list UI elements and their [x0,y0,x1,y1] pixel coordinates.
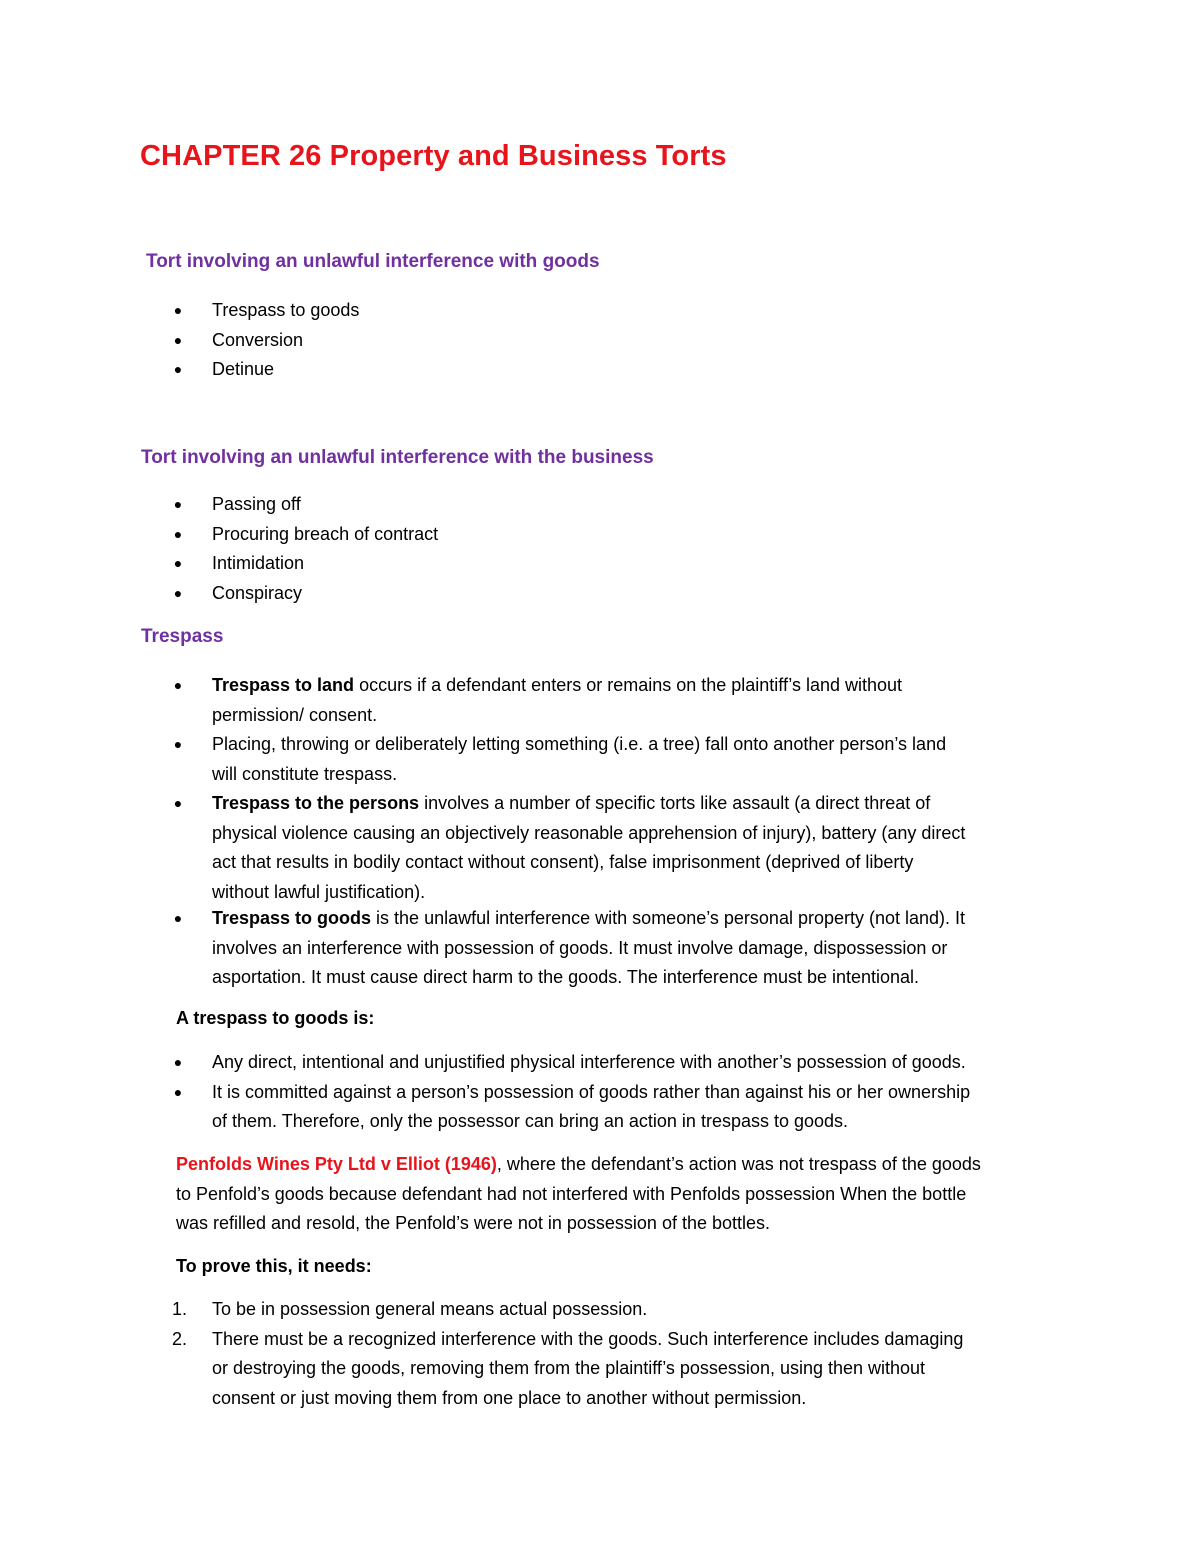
bullet-icon: ● [173,584,183,601]
list-item: ● Detinue [0,355,1200,385]
bullet-icon: ● [173,361,183,377]
list-item: ● Intimidation [0,549,1200,579]
list-item: ● Conspiracy [0,579,1200,609]
list-item: ● Trespass to the persons involves a number of specific torts like assault (a direct threat of physical violence causing an objectively reasonable apprehension of injury), battery (any direct act that results in bodily contact without consent), false imprisonment (deprived of liberty without lawful justification). [0,789,1200,904]
list-number: 1. [172,1299,188,1319]
list-item: ● Placing, throwing or deliberately letting something (i.e. a tree) fall onto another person’s land will constitute trespass. [0,730,1200,789]
bullet-icon: ● [173,677,183,693]
list-trespass-to-goods [0,1048,1200,1137]
list-item: ● Conversion [0,326,1200,356]
numbered-list-prove [0,1295,1200,1413]
heading-trespass: Trespass [141,626,224,647]
heading-goods-interference: Tort involving an unlawful interference with goods [146,251,600,272]
list-goods-torts [0,296,1200,385]
list-item: ● Trespass to goods [0,296,1200,326]
heading-trespass-to-goods: A trespass to goods is: [176,1008,375,1028]
bullet-icon: ● [173,795,183,811]
bullet-icon: ● [173,496,183,512]
list-business-torts [0,490,1200,608]
bullet-icon: ● [173,736,183,752]
case-paragraph: Penfolds Wines Pty Ltd v Elliot (1946), where the defendant’s action was not trespass of the goods to Penfold’s goods because defendant had not interfered with Penfolds possession When the bottle was refilled and resold, the Penfold’s were not in possession of the bottles. [176,1154,981,1233]
bullet-icon: ● [173,1083,183,1100]
page-title: CHAPTER 26 Property and Business Torts [140,140,727,172]
list-item: ● Trespass to goods is the unlawful interference with someone’s personal property (not land). It involves an interference with possession of goods. It must involve damage, dispossession or asportation. It must cause direct harm to the goods. The interference must be intentional. [0,904,1200,992]
list-item: 1. To be in possession general means actual possession. [0,1295,1200,1325]
list-item: ● Trespass to land occurs if a defendant enters or remains on the plaintiff’s land without permission/ consent. [0,671,1200,730]
list-number: 2. [172,1328,188,1349]
list-item: ● Procuring breach of contract [0,520,1200,550]
bullet-icon: ● [173,525,183,542]
list-item: ● Passing off [0,490,1200,520]
list-item: 2. There must be a recognized interference with the goods. Such interference includes damaging or destroying the goods, removing them from the plaintiff’s possession, using then without consent or just moving them from one place to another without permission. [0,1325,1200,1413]
list-item: ● Any direct, intentional and unjustified physical interference with another’s possession of goods. [0,1048,1200,1078]
bullet-icon: ● [173,555,183,571]
heading-to-prove: To prove this, it needs: [176,1256,372,1276]
bullet-icon: ● [173,1054,183,1070]
list-item: ● It is committed against a person’s possession of goods rather than against his or her ownership of them. Therefore, only the possessor can bring an action in trespass to goods. [0,1078,1200,1137]
bullet-icon: ● [173,331,183,348]
case-name: Penfolds Wines Pty Ltd v Elliot (1946) [176,1154,497,1174]
bullet-icon: ● [173,910,183,926]
list-trespass [0,671,1200,992]
heading-business-interference: Tort involving an unlawful interference with the business [141,447,654,468]
bullet-icon: ● [173,302,183,318]
